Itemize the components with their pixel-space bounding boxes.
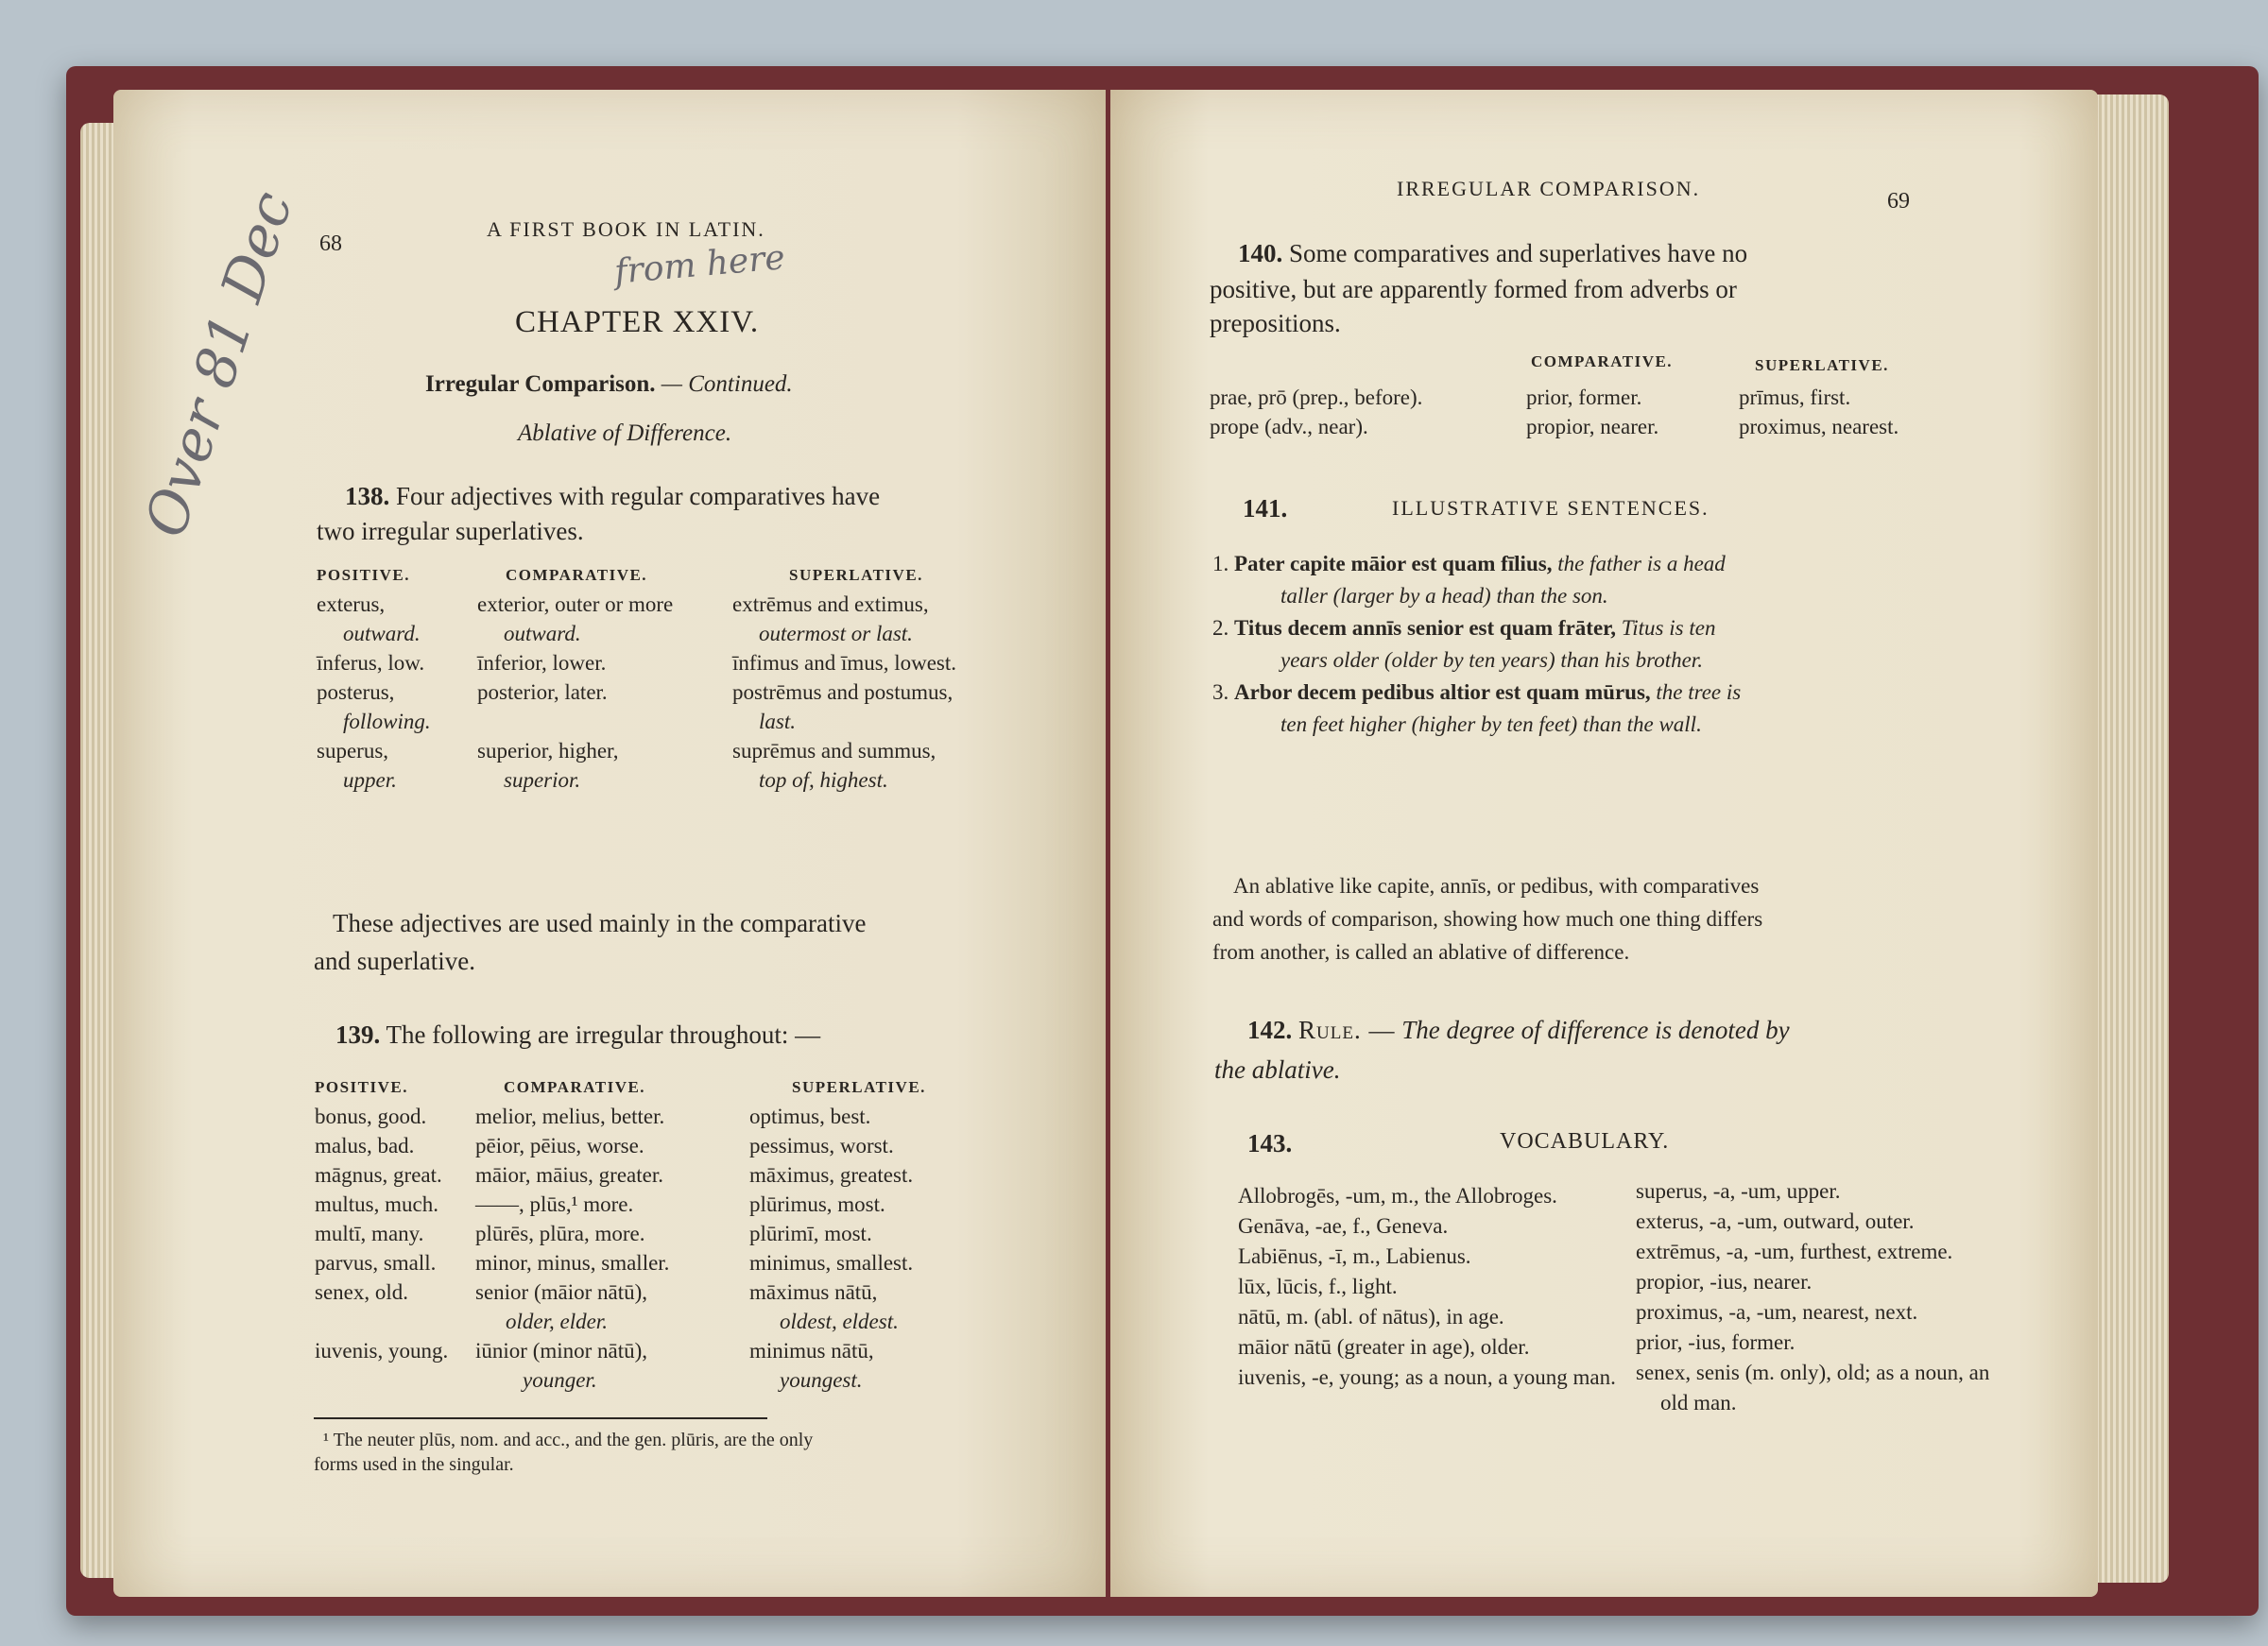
page-number: 69	[1887, 189, 1910, 214]
column-header: COMPARATIVE.	[504, 1078, 646, 1096]
table-cell: māior, māius, greater.	[475, 1163, 663, 1187]
table-cell: pēior, pēius, worse.	[475, 1134, 644, 1157]
page-edges-right	[2093, 94, 2169, 1583]
table-cell: younger.	[523, 1368, 597, 1392]
vocabulary-left-column	[1238, 1181, 1616, 1393]
english-translation: Titus is ten	[1621, 616, 1716, 640]
table-cell: īnferior, lower.	[477, 651, 607, 675]
table-cell: senior (māior nātū),	[475, 1280, 648, 1304]
sentence-number: 2.	[1212, 616, 1229, 640]
table-cell: youngest.	[780, 1368, 863, 1392]
chapter-title: CHAPTER XXIV.	[515, 305, 760, 339]
right-page	[1110, 90, 2098, 1597]
table-cell: multī, many.	[315, 1222, 424, 1245]
table-cell: upper.	[343, 768, 397, 792]
table-cell: superior, higher,	[477, 739, 619, 763]
page-edges-left	[80, 123, 118, 1578]
illustrative-sentences	[1212, 548, 1741, 741]
paragraph-text: positive, but are apparently formed from adverbs or	[1210, 275, 1737, 303]
table-cell: extrēmus and extimus,	[732, 592, 929, 616]
vocab-entry: Genāva, -ae, f., Geneva.	[1238, 1214, 1449, 1238]
vocab-entry: iuvenis, -e, young; as a noun, a young man.	[1238, 1365, 1616, 1389]
table-cell: last.	[759, 710, 796, 733]
english-translation: the father is a head	[1557, 552, 1726, 575]
section-title: VOCABULARY.	[1500, 1129, 1670, 1154]
running-head: IRREGULAR COMPARISON.	[1397, 177, 1701, 200]
footnote-rule	[314, 1417, 767, 1419]
paragraph-text: two irregular superlatives.	[317, 517, 584, 545]
vocab-entry: māior nātū (greater in age), older.	[1238, 1335, 1530, 1359]
table-cell: outermost or last.	[759, 622, 913, 645]
handwritten-margin-note: Over 81 Dec	[132, 183, 306, 545]
table-cell: exterus,	[317, 592, 386, 616]
paragraph-number: 141.	[1243, 494, 1288, 523]
running-head: A FIRST BOOK IN LATIN.	[487, 217, 765, 241]
rule-label: Rule. —	[1298, 1016, 1396, 1044]
sentence-number: 3.	[1212, 680, 1229, 704]
column-header: SUPERLATIVE.	[789, 566, 923, 584]
table-cell: bonus, good.	[315, 1105, 427, 1128]
vocab-entry: Allobrogēs, -um, m., the Allobroges.	[1238, 1184, 1557, 1208]
table-cell: oldest, eldest.	[780, 1310, 899, 1333]
vocab-entry: superus, -a, -um, upper.	[1636, 1179, 1841, 1203]
table-cell: following.	[343, 710, 431, 733]
table-cell: posterus,	[317, 680, 395, 704]
sentence-number: 1.	[1212, 552, 1229, 575]
rule-text: The degree of difference is denoted by	[1401, 1016, 1790, 1044]
table-cell: prae, prō (prep., before).	[1210, 386, 1423, 409]
column-header: COMPARATIVE.	[1531, 352, 1674, 370]
paragraph-text: Four adjectives with regular comparatives have	[396, 482, 881, 510]
table-cell: iūnior (minor nātū),	[475, 1339, 648, 1363]
section-title: ILLUSTRATIVE SENTENCES.	[1392, 496, 1710, 520]
table-cell: outward.	[504, 622, 581, 645]
table-cell: posterior, later.	[477, 680, 608, 704]
table-cell: ——, plūs,¹ more.	[475, 1192, 634, 1216]
subtitle: Ablative of Difference.	[518, 420, 732, 446]
vocab-entry: prior, -ius, former.	[1636, 1330, 1796, 1354]
table-cell: exterior, outer or more	[477, 592, 674, 616]
column-header: POSITIVE.	[315, 1078, 408, 1096]
vocabulary-right-column	[1636, 1176, 2004, 1418]
footnote: forms used in the singular.	[314, 1454, 514, 1475]
table-cell: propior, nearer.	[1526, 415, 1659, 438]
column-header: SUPERLATIVE.	[1755, 356, 1889, 374]
table-cell: iuvenis, young.	[315, 1339, 449, 1363]
latin-sentence: Pater capite māior est quam fīlius,	[1234, 552, 1553, 575]
ablative-paragraph	[1212, 869, 1762, 969]
paragraph-text: An ablative like capite, annīs, or pedibus, with comparatives	[1233, 874, 1760, 898]
vocab-entry: extrēmus, -a, -um, furthest, extreme.	[1636, 1240, 1953, 1263]
table-cell: parvus, small.	[315, 1251, 437, 1275]
table-cell: īnfimus and īmus, lowest.	[732, 651, 957, 675]
table-cell: suprēmus and summus,	[732, 739, 936, 763]
paragraph-text: The following are irregular throughout: —	[386, 1020, 821, 1049]
table-cell: older, elder.	[506, 1310, 608, 1333]
table-cell: top of, highest.	[759, 768, 888, 792]
column-header: SUPERLATIVE.	[792, 1078, 926, 1096]
english-translation: ten feet higher (higher by ten feet) than the wall.	[1280, 712, 1702, 736]
table-cell: optimus, best.	[749, 1105, 871, 1128]
table-cell: pessimus, worst.	[749, 1134, 894, 1157]
section-suffix: — Continued.	[661, 371, 793, 397]
prepositions-table	[1210, 383, 1899, 441]
paragraph-number: 138.	[345, 482, 390, 510]
table-cell	[477, 707, 732, 736]
english-translation: the tree is	[1656, 680, 1742, 704]
vocab-entry: senex, senis (m. only), old; as a noun, an old man.	[1636, 1361, 1990, 1415]
latin-sentence: Titus decem annīs senior est quam frāter,	[1234, 616, 1616, 640]
table-cell: superior.	[504, 768, 581, 792]
page-number: 68	[319, 231, 342, 256]
vocab-entry: lūx, lūcis, f., light.	[1238, 1275, 1398, 1298]
table-cell: māgnus, great.	[315, 1163, 442, 1187]
table-cell: superus,	[317, 739, 389, 763]
paragraph-text: and words of comparison, showing how much one thing differs	[1212, 907, 1763, 931]
column-header: POSITIVE.	[317, 566, 410, 584]
paragraph-text: Some comparatives and superlatives have no	[1289, 239, 1748, 267]
table-cell: melior, melius, better.	[475, 1105, 665, 1128]
table-cell: minimus nātū,	[749, 1339, 874, 1363]
rule-text: the ablative.	[1214, 1055, 1341, 1084]
handwritten-note: from here	[612, 238, 787, 292]
paragraph-number: 139.	[335, 1020, 381, 1049]
table-cell: outward.	[343, 622, 421, 645]
vocab-entry: propior, -ius, nearer.	[1636, 1270, 1813, 1294]
footnote: ¹ The neuter plūs, nom. and acc., and the gen. plūris, are the only	[323, 1430, 814, 1450]
table-cell	[315, 1365, 475, 1395]
table-cell: multus, much.	[315, 1192, 438, 1216]
paragraph-number: 143.	[1247, 1129, 1293, 1157]
latin-sentence: Arbor decem pedibus altior est quam mūrus,	[1234, 680, 1651, 704]
english-translation: taller (larger by a head) than the son.	[1280, 584, 1608, 608]
vocab-entry: exterus, -a, -um, outward, outer.	[1636, 1209, 1915, 1233]
vocab-entry: nātū, m. (abl. of nātus), in age.	[1238, 1305, 1504, 1329]
vocab-entry: proximus, -a, -um, nearest, next.	[1636, 1300, 1918, 1324]
left-page	[113, 90, 1106, 1597]
table-cell: malus, bad.	[315, 1134, 415, 1157]
english-translation: years older (older by ten years) than his brother.	[1280, 648, 1703, 672]
comparison-table-139	[315, 1072, 926, 1395]
table-cell: plūrimī, most.	[749, 1222, 872, 1245]
table-cell: minor, minus, smaller.	[475, 1251, 670, 1275]
table-cell: māximus, greatest.	[749, 1163, 914, 1187]
table-cell: plūrimus, most.	[749, 1192, 885, 1216]
paragraph-text: These adjectives are used mainly in the comparative	[333, 909, 867, 937]
table-cell: īnferus, low.	[317, 651, 425, 675]
table-cell: prīmus, first.	[1739, 386, 1851, 409]
paragraph-text: and superlative.	[314, 947, 475, 975]
paragraph-text: from another, is called an ablative of difference.	[1212, 940, 1630, 964]
paragraph-number: 142.	[1247, 1016, 1293, 1044]
table-cell	[315, 1307, 475, 1336]
column-header: COMPARATIVE.	[506, 566, 648, 584]
comparison-table-138	[317, 560, 956, 795]
table-cell: māximus nātū,	[749, 1280, 878, 1304]
table-cell: prope (adv., near).	[1210, 415, 1368, 438]
table-cell: minimus, smallest.	[749, 1251, 914, 1275]
table-cell: proximus, nearest.	[1739, 415, 1899, 438]
vocab-entry: Labiēnus, -ī, m., Labienus.	[1238, 1244, 1471, 1268]
table-cell: postrēmus and postumus,	[732, 680, 954, 704]
table-cell: prior, former.	[1526, 386, 1642, 409]
paragraph-number: 140.	[1238, 239, 1283, 267]
table-cell: senex, old.	[315, 1280, 409, 1304]
table-cell: plūrēs, plūra, more.	[475, 1222, 645, 1245]
paragraph-text: prepositions.	[1210, 309, 1341, 337]
section-title: Irregular Comparison.	[425, 371, 656, 397]
